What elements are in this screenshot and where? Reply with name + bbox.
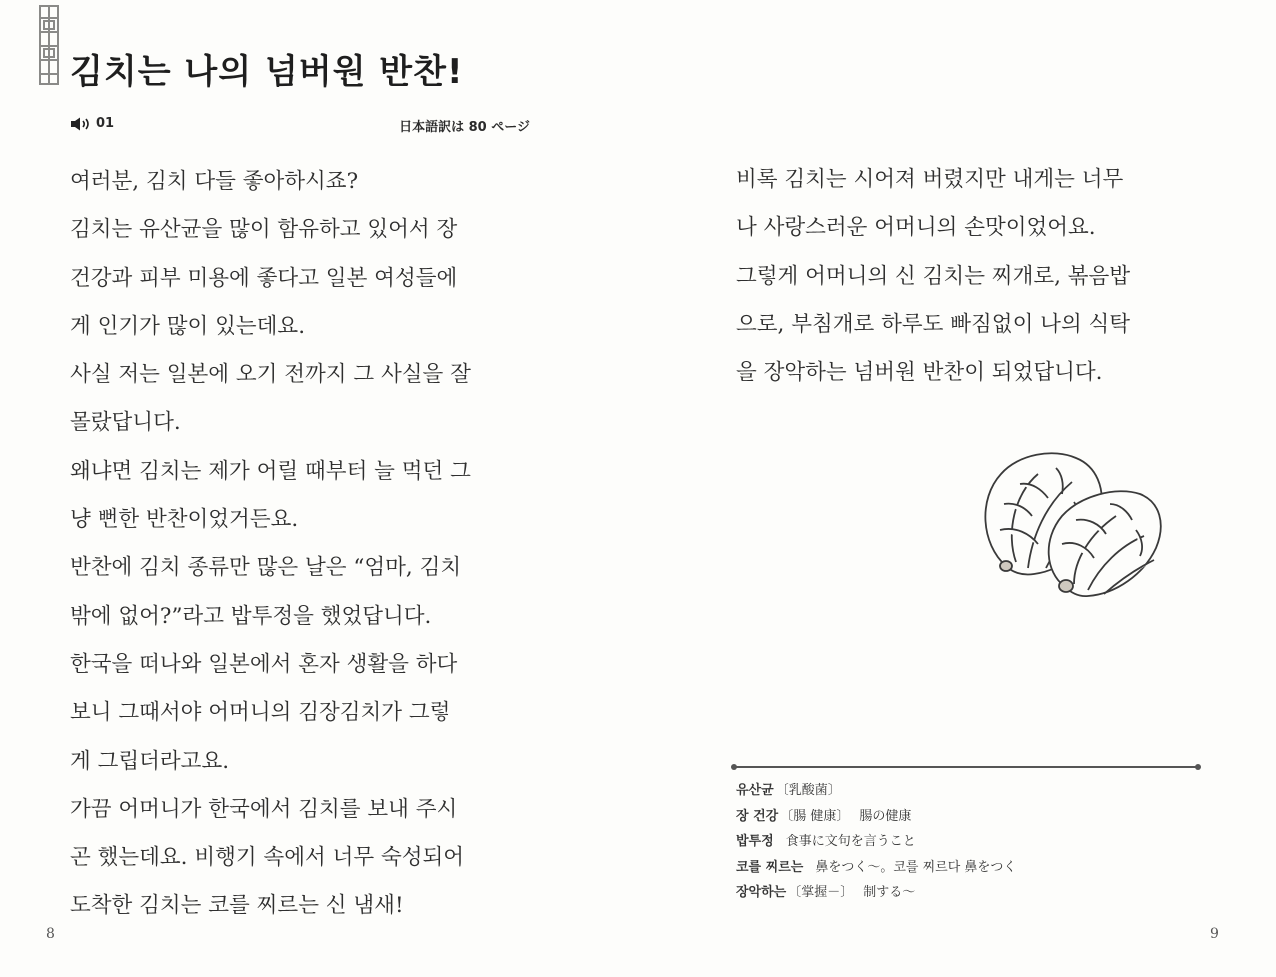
glossary-meaning: 腸の健康 — [859, 808, 912, 824]
audio-track[interactable] — [70, 116, 114, 131]
text-line: 사실 저는 일본에 오기 전까지 그 사실을 잘 — [70, 362, 471, 388]
glossary-term: 장 건강 — [736, 808, 779, 824]
glossary-term: 유산균 — [736, 783, 774, 798]
text-line: 밖에 없어?”라고 밥투정을 했었답니다. — [70, 603, 432, 629]
text-line: 가끔 어머니가 한국에서 김치를 보내 주시 — [70, 796, 458, 822]
text-line: 건강과 피부 미용에 좋다고 일본 여성들에 — [70, 265, 458, 291]
glossary-term: 코를 찌르는 — [736, 859, 804, 875]
lattice-ornament-icon — [38, 4, 60, 86]
glossary-term: 장악하는 — [736, 885, 787, 900]
vocabulary-glossary — [736, 778, 1016, 906]
text-line: 여러분, 김치 다들 좋아하시죠? — [70, 169, 359, 194]
glossary-meaning: 食事に文句を言うこと — [785, 834, 916, 849]
glossary-divider — [734, 766, 1198, 768]
page-number-left: 8 — [46, 926, 55, 942]
glossary-hanja: 〔腸 健康〕 — [780, 808, 850, 824]
page-number-right: 9 — [1210, 926, 1219, 942]
page-title: 김치는 나의 넘버원 반찬! — [70, 52, 464, 92]
right-body-text — [736, 156, 1206, 397]
right-page — [638, 0, 1276, 977]
text-line: 게 그립더라고요. — [70, 748, 230, 774]
text-line: 도착한 김치는 코를 찌르는 신 냄새! — [70, 893, 404, 919]
audio-track-number: 01 — [96, 116, 115, 131]
glossary-item — [736, 880, 1016, 906]
glossary-item — [736, 804, 1016, 830]
left-body-text — [70, 158, 540, 931]
glossary-meaning: 制する～ — [863, 885, 916, 900]
glossary-meaning: 鼻をつく～。코를 찌르다 鼻をつく — [815, 859, 1017, 875]
text-line: 곤 했는데요. 비행기 속에서 너무 숙성되어 — [70, 845, 465, 871]
speaker-icon — [70, 117, 92, 131]
glossary-item — [736, 829, 1016, 855]
text-line: 반찬에 김치 종류만 많은 날은 “엄마, 김치 — [70, 555, 462, 581]
translation-reference: 日本語訳は 80 ページ — [399, 120, 530, 135]
glossary-hanja: 〔掌握－〕 — [788, 885, 854, 900]
text-line: 한국을 떠나와 일본에서 혼자 생활을 하다 — [70, 651, 458, 677]
text-line: 그렇게 어머니의 신 김치는 찌개로, 볶음밥 — [736, 263, 1131, 289]
glossary-hanja: 〔乳酸菌〕 — [775, 783, 841, 798]
text-line: 냥 뻔한 반찬이었거든요. — [70, 507, 299, 533]
text-line: 왜냐면 김치는 제가 어릴 때부터 늘 먹던 그 — [70, 458, 471, 484]
text-line: 나 사랑스러운 어머니의 손맛이었어요. — [736, 215, 1096, 241]
text-line: 을 장악하는 넘버원 반찬이 되었답니다. — [736, 360, 1103, 386]
glossary-item — [736, 778, 1016, 804]
text-line: 비록 김치는 시어져 버렸지만 내게는 너무 — [736, 167, 1124, 192]
text-line: 으로, 부침개로 하루도 빠짐없이 나의 식탁 — [736, 311, 1131, 337]
napa-cabbage-illustration — [976, 444, 1168, 604]
text-line: 김치는 유산균을 많이 함유하고 있어서 장 — [70, 217, 458, 243]
glossary-item — [736, 855, 1016, 881]
text-line: 보니 그때서야 어머니의 김장김치가 그렇 — [70, 700, 451, 726]
text-line: 몰랐답니다. — [70, 410, 181, 436]
glossary-term: 밥투정 — [736, 834, 774, 849]
text-line: 게 인기가 많이 있는데요. — [70, 313, 306, 339]
